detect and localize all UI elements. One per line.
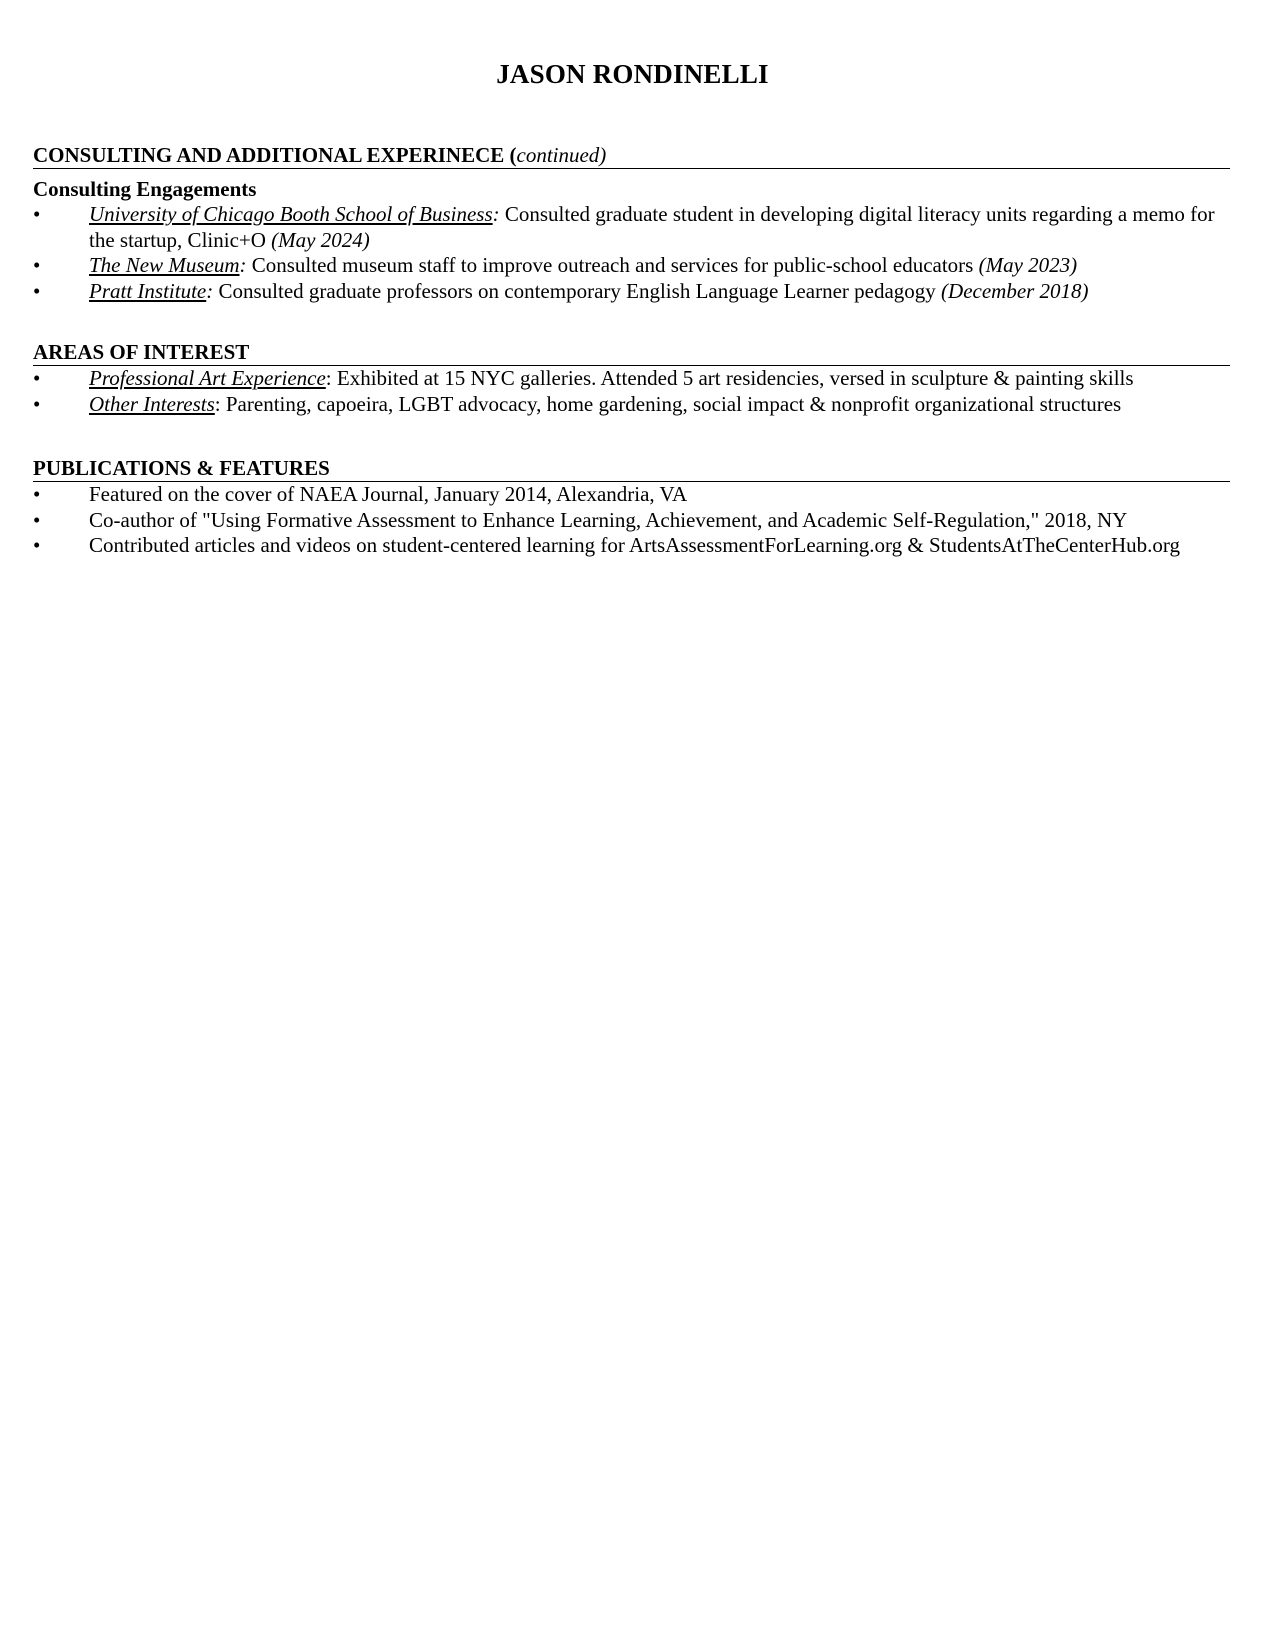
list-item — [33, 482, 1230, 508]
engagement-text: Consulted graduate student in developing digital literacy units regarding a memo for the startup, Clinic+O — [89, 202, 1215, 252]
engagement-sep: : — [206, 278, 214, 303]
interests-section — [33, 340, 1230, 417]
list-item — [33, 533, 1230, 559]
publication-text: Featured on the cover of NAEA Journal, January 2014, Alexandria, VA — [89, 482, 688, 506]
engagement-org: The New Museum — [89, 253, 240, 277]
engagement-text: Consulted museum staff to improve outreach and services for public-school educators — [246, 253, 979, 277]
bullet-icon: • — [33, 482, 41, 506]
engagement-text: Consulted graduate professors on contemporary English Language Learner pedagogy — [213, 278, 942, 303]
bullet-icon: • — [33, 533, 41, 557]
publication-text: Contributed articles and videos on student-centered learning for ArtsAssessmentForLearning.org & StudentsAtTheCenterHub.org — [89, 533, 1180, 557]
bullet-icon: • — [33, 278, 41, 303]
consulting-section — [33, 143, 1230, 304]
interests-heading: AREAS OF INTEREST — [33, 340, 1230, 366]
list-item — [33, 279, 1230, 305]
consulting-subheading: Consulting Engagements — [33, 177, 257, 201]
publications-section — [33, 456, 1230, 559]
consulting-heading-text: CONSULTING AND ADDITIONAL EXPERINECE ( — [33, 143, 517, 167]
publications-list — [33, 482, 1230, 559]
continued-note: continued) — [516, 143, 607, 167]
list-item — [33, 202, 1230, 253]
engagement-date: (May 2023) — [978, 253, 1078, 277]
list-item — [33, 392, 1230, 418]
bullet-icon: • — [33, 202, 41, 226]
list-item — [33, 508, 1230, 534]
interest-text: : Exhibited at 15 NYC galleries. Attended 5 art residencies, versed in sculpture & painting skills — [325, 366, 1134, 390]
bullet-icon: • — [33, 253, 41, 277]
engagement-date: (December 2018) — [941, 278, 1089, 303]
interest-label: Other Interests — [89, 391, 215, 416]
interests-list — [33, 366, 1230, 417]
list-item — [33, 253, 1230, 279]
candidate-name: JASON RONDINELLI — [496, 59, 769, 89]
bullet-icon: • — [33, 366, 41, 390]
engagement-date: (May 2024) — [271, 227, 370, 252]
consulting-list — [33, 202, 1230, 304]
consulting-heading — [33, 143, 1230, 169]
engagement-org: Pratt Institute — [89, 278, 207, 303]
bullet-icon: • — [33, 391, 41, 416]
interest-label: Professional Art Experience — [89, 366, 326, 390]
publications-heading: PUBLICATIONS & FEATURES — [33, 456, 1230, 482]
engagement-sep: : — [492, 202, 500, 226]
interest-text: : Parenting, capoeira, LGBT advocacy, home gardening, social impact & nonprofit organizational structures — [214, 391, 1122, 416]
engagement-sep: : — [239, 253, 247, 277]
engagement-org: University of Chicago Booth School of Business — [89, 202, 493, 226]
publication-text: Co-author of "Using Formative Assessment to Enhance Learning, Achievement, and Academic Self-Regulation," 2018, NY — [89, 507, 1128, 532]
bullet-icon: • — [33, 507, 41, 532]
list-item — [33, 366, 1230, 392]
